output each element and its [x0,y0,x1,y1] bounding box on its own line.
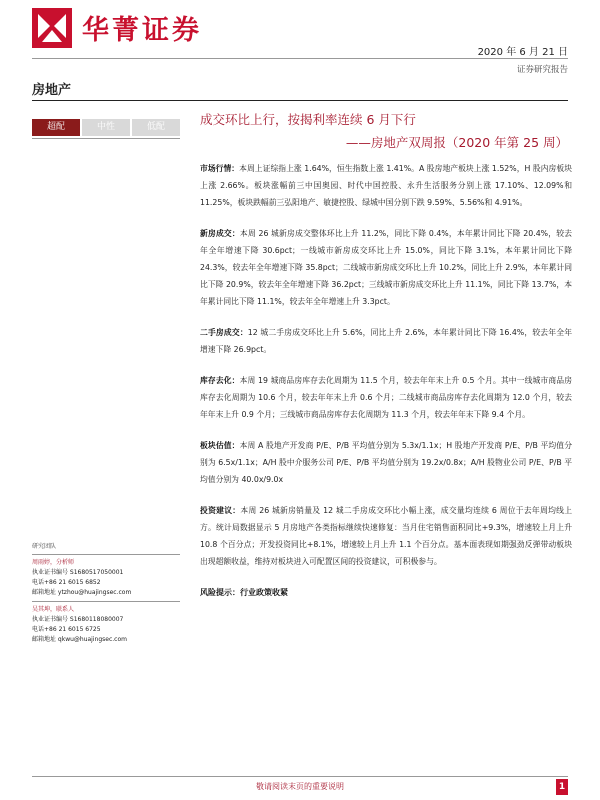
paragraph-inventory [200,372,572,423]
contact-phone: 电话+86 21 6015 6725 [32,626,101,633]
header-divider [32,58,568,59]
contact-email: 邮箱地址 qkwu@huajingsec.com [32,636,127,643]
risk-text: 行业政策收紧 [240,588,288,597]
page-number: 1 [556,779,568,795]
risk-lead: 风险提示： [200,588,240,597]
team-divider [32,601,180,602]
paragraph-text: 12 城二手房成交环比上升 5.6%，同比上升 2.6%，本年累计同比下降 16.4%，较去年全年增速下降 26.9pct。 [200,328,573,354]
research-team [32,542,180,645]
contact-license: 执业证书编号 S1680118080007 [32,616,124,623]
paragraph-text: 本周 A 股地产开发商 P/E、P/B 平均值分别为 5.3x/1.1x；H 股地产开发商 P/E、P/B 平均值分别为 6.5x/1.1x；A/H 股中介服务公司 P/E、P/B 平均值分别为 19.2x/0.8x；A/H 股物业公司 P/E、P/B 平均值分别为 40.0x/9.0x [200,441,572,484]
sector-label: 房地产 [32,83,72,98]
paragraph-second-hand [200,324,572,358]
analyst-license: 执业证书编号 S1680517050001 [32,569,124,576]
paragraph-market [200,160,572,211]
team-divider [32,554,180,555]
rating-overweight: 超配 [32,119,80,136]
paragraph-lead: 二手房成交： [200,328,248,337]
report-subtitle: ——房地产双周报（2020 年第 25 周） [345,135,568,150]
sector-divider [32,100,568,101]
huajing-logo-icon [32,8,72,48]
paragraph-lead: 市场行情： [200,164,240,173]
paragraph-valuation [200,437,572,488]
paragraph-text: 本周 26 城新房销量及 12 城二手房成交环比小幅上涨，成交量均连续 6 周位于去年周均线上方。统计局数据显示 5 月房地产各类指标继续快速修复：当月住宅销售面积同比+9.3%，增速较上月上升 10.8 个百分点；开发投资同比+8.1%，增速较上月上升 1.1 个百分点。基本面表现如期强劲反弹带动板块出现超额收益，维持对板块进入可配置区间的投资建议，可积极参与。 [200,506,573,566]
footer-divider [32,776,568,777]
analyst-email: 邮箱地址 ytzhou@huajingsec.com [32,589,132,596]
paragraph-investment [200,502,572,570]
analyst-phone: 电话+86 21 6015 6852 [32,579,101,586]
footer-notice: 敬请阅读末页的重要说明 [256,782,344,791]
rating-underweight: 低配 [132,119,180,136]
rating-divider [32,138,180,139]
paragraph-lead: 库存去化： [200,376,240,385]
paragraph-new-homes [200,225,572,310]
paragraph-lead: 投资建议： [200,506,241,515]
paragraph-text: 本周 26 城新房成交整体环比上升 11.2%，同比下降 0.4%，本年累计同比下降 20.4%，较去年全年增速下降 30.6pct；一线城市新房成交环比上升 15.0%，同比下降 3.1%，本年累计同比下降 24.3%，较去年全年增速下降 35.8pct；二线城市新房成交环比上升 10.2%，同比上升 2.9%，本年累计同比下降 20.9%，较去年全年增速下降 36.2pct；三线城市新房成交环比上升 11.1%，同比下降 13.7%，本年累计同比下降 11.1%，较去年全年增速上升 3.3pct。 [200,229,573,306]
paragraph-lead: 新房成交： [200,229,240,238]
team-title: 研究团队 [32,543,57,550]
logo-mark [32,8,72,48]
contact-name: 吴其坤，联系人 [32,606,75,613]
report-type: 证券研究报告 [516,65,568,75]
paragraph-text: 本周 19 城商品房库存去化周期为 11.5 个月，较去年年末上升 0.5 个月。其中一线城市商品房库存去化周期为 10.6 个月，较去年年末上升 0.6 个月；二线城市商品房库存去化周期为 12.0 个月，较去年年末上升 0.9 个月；三线城市商品房库存去化周期为 11.3 个月，较去年年末下降 9.4 个月。 [200,376,572,419]
paragraph-lead: 板块估值： [200,441,240,450]
paragraph-text: 本周上证综指上涨 1.64%，恒生指数上涨 1.41%。A 股房地产板块上涨 1.52%，H 股内房板块上涨 2.66%。板块涨幅前三中国奥园、时代中国控股、永升生活服务分别上涨 17.10%、12.09%和 11.25%，板块跌幅前三弘阳地产、敏捷控股、绿城中国分别下跌 9.59%、5.56%和 4.91%。 [200,164,572,207]
company-name: 华菁证券 [82,15,202,46]
report-body [200,160,572,615]
report-date: 2020 年 6 月 21 日 [477,47,568,58]
paragraph-risk [200,584,572,601]
report-title: 成交环比上行，按揭利率连续 6 月下行 [200,112,416,127]
rating-neutral: 中性 [82,119,130,136]
analyst-name: 周雨婷，分析师 [32,559,75,566]
